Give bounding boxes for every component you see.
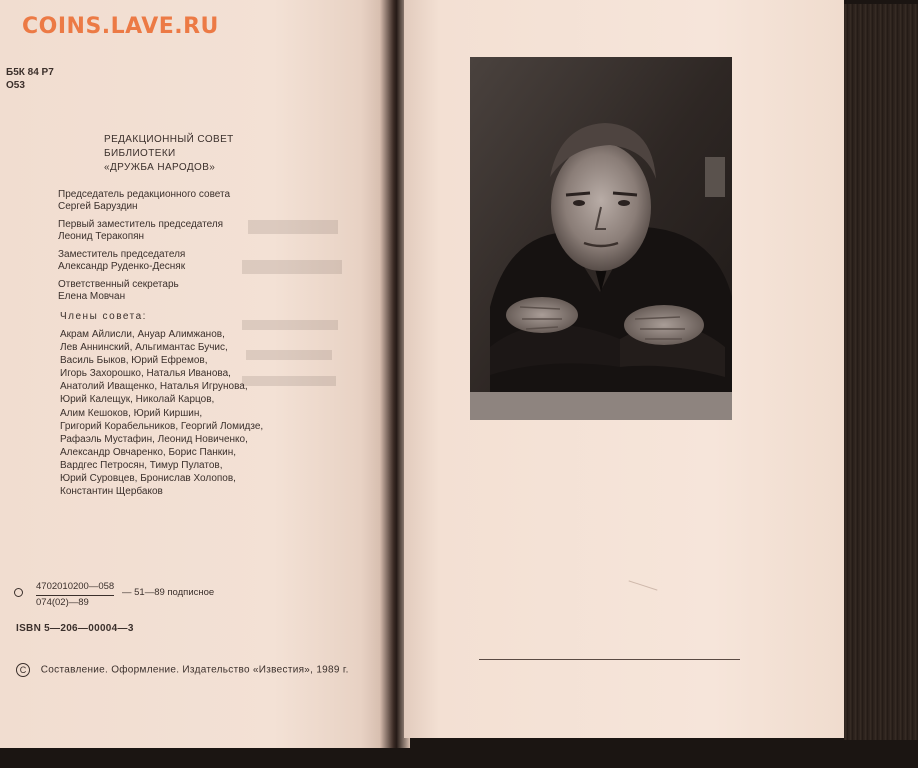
role-name: Леонид Теракопян [58,231,145,242]
code-price: — 51—89 подписное [122,587,215,598]
heading-line: РЕДАКЦИОННЫЙ СОВЕТ [104,134,234,145]
bbk-line: О53 [6,80,25,91]
site-watermark: COINS.LAVE.RU [22,14,219,39]
code-denominator: 074(02)—89 [36,597,89,608]
members-line: Игорь Захорошко, Наталья Иванова, [60,368,231,380]
portrait-photo [470,57,732,420]
role-name: Елена Мовчан [58,291,126,302]
members-line: Юрий Калещук, Николай Карцов, [60,394,215,406]
members-line: Алим Кешоков, Юрий Киршин, [60,407,203,419]
members-line: Юрий Суровцев, Бронислав Холопов, [60,473,236,485]
members-line: Анатолий Иващенко, Наталья Игрунова, [60,381,248,393]
page-edges [844,4,918,740]
role-entry [58,249,230,273]
code-fraction [36,580,114,610]
role-title: Председатель редакционного совета [58,189,231,200]
circle-mark [14,588,23,597]
editorial-board-heading [104,133,234,175]
role-entry [58,279,230,303]
bbk-line: Б5К 84 Р7 [6,67,54,78]
role-title: Заместитель председателя [58,249,186,260]
members-line: Акрам Айлисли, Ануар Алимжанов, [60,329,225,340]
members-line: Александр Овчаренко, Борис Панкин, [60,446,237,458]
copyright-line [16,663,349,677]
copyright-icon: C [16,663,30,677]
heading-line: «ДРУЖБА НАРОДОВ» [104,162,216,173]
role-entry [58,189,230,213]
author-portrait [470,57,732,420]
members-title: Члены совета: [60,311,147,322]
role-entry [58,219,230,243]
members-line: Рафаэль Мустафин, Леонид Новиченко, [60,433,248,445]
heading-line: БИБЛИОТЕКИ [104,148,176,159]
code-numerator: 4702010200—058 [36,580,114,596]
members-line: Григорий Корабельников, Георгий Ломидзе, [60,420,264,432]
role-name: Сергей Баруздин [58,201,138,212]
board-roles [58,189,230,309]
members-line: Василь Быков, Юрий Ефремов, [60,355,208,367]
members-line: Лев Аннинский, Альгимантас Бучис, [60,342,228,354]
signature-rule [479,659,740,660]
members-line: Константин Щербаков [60,486,163,498]
bbk-code [6,66,54,92]
isbn: ISBN 5—206—00004—3 [16,623,134,634]
role-title: Ответственный секретарь [58,279,179,290]
copyright-text: Составление. Оформление. Издательство «Известия», 1989 г. [40,664,349,676]
members-line: Вардгес Петросян, Тимур Пулатов, [60,459,223,471]
role-title: Первый заместитель председателя [58,219,224,230]
role-name: Александр Руденко-Десняк [58,261,186,272]
members-list [60,328,263,498]
